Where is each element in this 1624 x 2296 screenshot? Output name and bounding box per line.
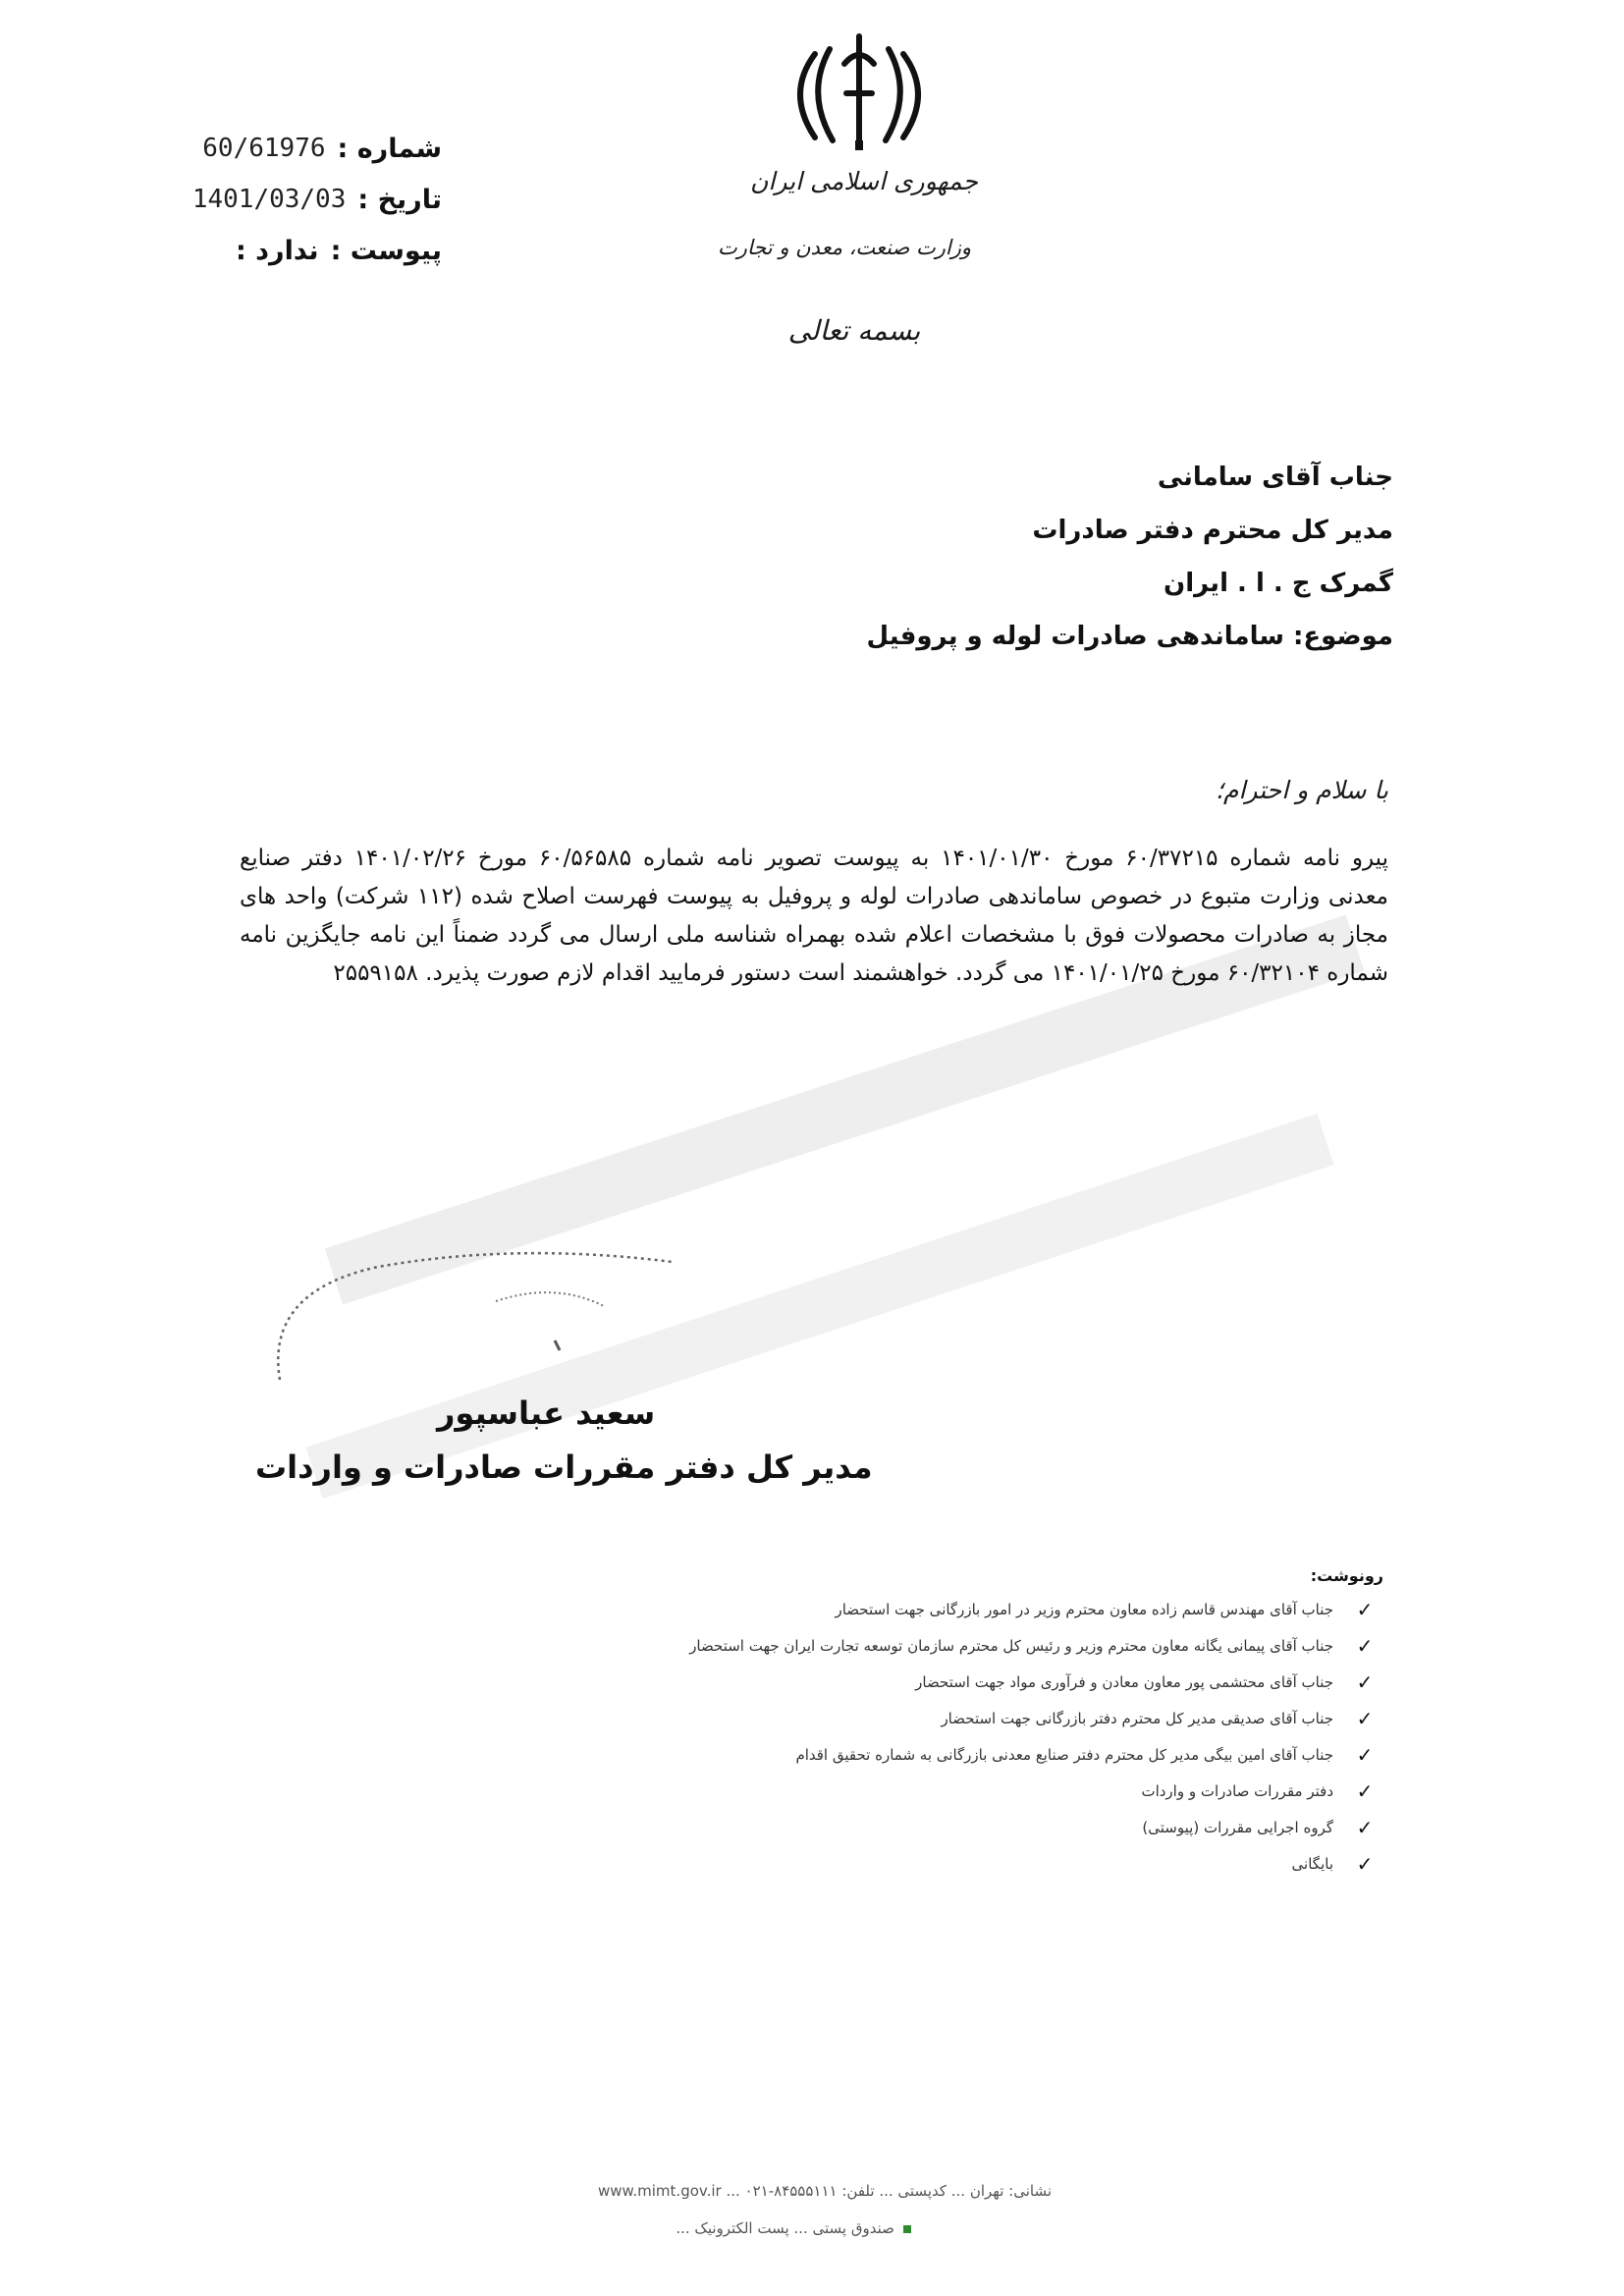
iran-emblem-icon <box>776 25 943 162</box>
emblem-country-name: جمهوری اسلامی ایران <box>750 167 978 195</box>
letter-attachment-row <box>147 225 442 276</box>
cc-item: ✓ جناب آقای محتشمی پور معاون معادن و فرآوری مواد جهت استحضار <box>397 1664 1379 1700</box>
check-icon: ✓ <box>1356 1778 1374 1803</box>
cc-item: ✓ جناب آقای امین بیگی مدیر کل محترم دفتر صنایع معدنی بازرگانی به شماره تحقیق اقدام <box>397 1736 1379 1773</box>
letter-meta <box>147 123 442 276</box>
emblem-bismillah: بسمه تعالی <box>787 314 921 347</box>
cc-list <box>397 1591 1379 1882</box>
addressee-block <box>804 462 1393 674</box>
cc-title: رونوشت: <box>1310 1566 1383 1585</box>
check-icon: ✓ <box>1356 1742 1374 1767</box>
emblem-ministry-name: وزارت صنعت، معدن و تجارت <box>717 236 972 259</box>
cc-item: ✓ بایگانی <box>397 1845 1379 1882</box>
cc-item: ✓ گروه اجرایی مقررات (پیوستی) <box>397 1809 1379 1845</box>
footer-contact <box>550 2219 1041 2237</box>
cc-item: ✓ دفتر مقررات صادرات و واردات <box>397 1773 1379 1809</box>
check-icon: ✓ <box>1356 1633 1374 1658</box>
letter-number-value: 60/61976 <box>202 134 326 163</box>
check-icon: ✓ <box>1356 1851 1374 1876</box>
check-icon: ✓ <box>1356 1706 1374 1730</box>
cc-item: ✓ جناب آقای مهندس قاسم زاده معاون محترم وزیر در امور بازرگانی جهت استحضار <box>397 1591 1379 1627</box>
letter-date-row <box>147 174 442 225</box>
footer-bullet-icon <box>903 2225 911 2233</box>
addressee-name: جناب آقای سامانی <box>1157 463 1393 492</box>
addressee-position: مدیر کل محترم دفتر صادرات <box>1032 516 1393 545</box>
cc-item: ✓ جناب آقای پیمانی یگانه معاون محترم وزیر و رئیس کل محترم سازمان توسعه تجارت ایران جهت استحضار <box>397 1627 1379 1664</box>
salutation: با سلام و احترام؛ <box>1216 776 1388 804</box>
letter-attachment-value: ندارد : <box>236 236 319 266</box>
check-icon: ✓ <box>1356 1597 1374 1621</box>
check-icon: ✓ <box>1356 1669 1374 1694</box>
letter-date-value: 1401/03/03 <box>191 185 347 214</box>
letter-subject: موضوع: ساماندهی صادرات لوله و پروفیل <box>866 622 1393 651</box>
footer-address: نشانی: تهران ... کدپستی ... تلفن: ۸۴۵۵۵۱۱۱-۰۲۱ ... www.mimt.gov.ir <box>597 2182 1053 2200</box>
letter-attachment-label: پیوست : <box>331 236 442 266</box>
check-icon: ✓ <box>1356 1815 1374 1839</box>
signatory-title: مدیر کل دفتر مقررات صادرات و واردات <box>255 1449 873 1486</box>
cc-item: ✓ جناب آقای صدیقی مدیر کل محترم دفتر بازرگانی جهت استحضار <box>397 1700 1379 1736</box>
letter-number-row <box>147 123 442 174</box>
letter-date-label: تاریخ : <box>357 185 442 215</box>
addressee-organization: گمرک ج . ا . ایران <box>1164 569 1393 598</box>
footer-contact-text: صندوق پستی ... پست الکترونیک ... <box>676 2219 894 2237</box>
letter-body: پیرو نامه شماره ۶۰/۳۷۲۱۵ مورخ ۱۴۰۱/۰۱/۳۰ به پیوست تصویر نامه شماره ۶۰/۵۶۵۸۵ مورخ ۱۴۰۱/۰۲/۲۶ دفتر صنایع معدنی وزارت متبوع در خصوص ساماندهی صادرات لوله و پروفیل به پیوست فهرست اصلاح شده (۱۱۲ شرکت) واحد های مجاز به صادرات محصولات فوق با مشخصات اعلام شده بهمراه شناسه ملی ارسال می گردد ضمناً این نامه جایگزین نامه شماره ۶۰/۳۲۱۰۴ مورخ ۱۴۰۱/۰۱/۲۵ می گردد. خواهشمند است دستور فرمایید اقدام لازم صورت پذیرد. ۲۵۵۹۱۵۸ <box>240 846 1389 986</box>
letter-number-label: شماره : <box>338 134 442 164</box>
signatory-name: سعید عباسپور <box>437 1394 656 1432</box>
